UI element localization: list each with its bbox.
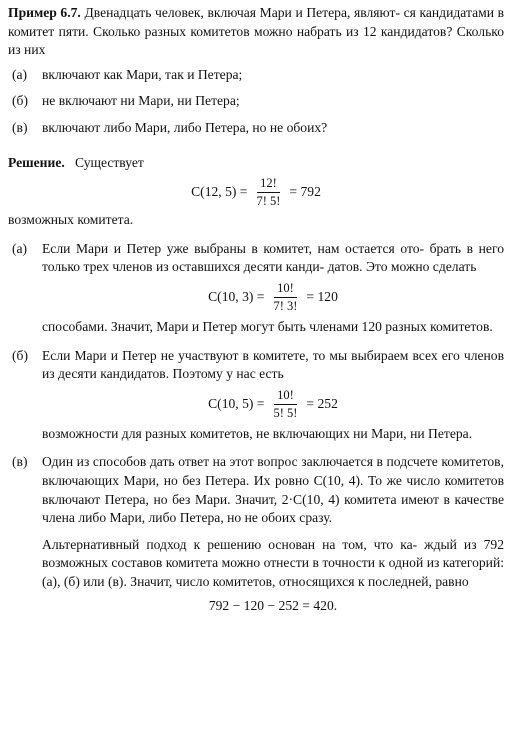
formula-fraction [253, 176, 283, 209]
fraction-denominator: 5! 5! [273, 405, 298, 420]
item-label: (б) [12, 93, 28, 109]
fraction-numerator: 12! [257, 176, 280, 193]
solution-part-a [8, 240, 504, 337]
part-c-text-2: Альтернативный подход к решению основан на том, что ка- ждый из 792 возможных составов комитета можно отнести в точности к одной из категорий: (а), (б) или (в). Значит, число комитетов, относящихся к последней, равно [42, 536, 504, 589]
solution-intro [8, 154, 504, 173]
formula-fraction [270, 281, 300, 314]
formula-rhs: = 252 [306, 395, 338, 411]
fraction-denominator: 7! 3! [273, 298, 298, 313]
example-item-b [8, 92, 504, 111]
example-text: Двенадцать человек, включая Мари и Петера, являют- ся кандидатами в комитет пяти. Сколько разных комитетов можно набрать из 12 кандидатов? Сколько из них [8, 5, 505, 58]
part-a-text-1: Если Мари и Петер уже выбраны в комитет, нам остается ото- брать в него только трех членов из оставшихся десяти канди- датов. Это можно сделать [42, 240, 504, 275]
item-label: (в) [12, 119, 28, 135]
after-formula-text: возможных комитета. [8, 212, 134, 228]
formula-lhs: C(10, 5) = [208, 395, 265, 411]
example-label: Пример 6.7. [8, 5, 81, 20]
solution-part-c [8, 453, 504, 616]
item-text: не включают ни Мари, ни Петера; [42, 93, 240, 109]
part-c-text-1: Один из способов дать ответ на этот вопрос заключается в подсчете комитетов, включающих Мари, но без Петера. Их ровно C(10, 4). То же число комитетов включают Петера, но без Мари. Значит, 2·C(10, 4) комитета имеют в качестве члена либо Мари, либо Петера, но не обоих сразу. [42, 454, 504, 526]
part-label: (в) [12, 454, 28, 470]
part-b-text-1: Если Мари и Петер не участвуют в комитете, то мы выбираем всех его членов из десяти кандидатов. Поэтому у нас есть [42, 347, 504, 382]
formula-c-10-3 [42, 281, 504, 314]
item-text: включают либо Мари, либо Петера, но не обоих? [42, 119, 328, 135]
document-page [8, 4, 504, 616]
formula-c-12-5 [8, 176, 504, 209]
formula-lhs: C(10, 3) = [208, 289, 265, 305]
formula-fraction [270, 388, 300, 421]
example-item-c [8, 119, 504, 138]
fraction-numerator: 10! [274, 388, 297, 405]
part-label: (а) [12, 240, 28, 256]
formula-lhs: C(12, 5) = [191, 184, 248, 200]
fraction-numerator: 10! [274, 281, 297, 298]
fraction-denominator: 7! 5! [256, 194, 281, 209]
part-label: (б) [12, 347, 28, 363]
item-label: (а) [12, 66, 28, 82]
example-paragraph [8, 4, 504, 60]
solution-intro-text: Существует [74, 154, 144, 170]
solution-part-b [8, 347, 504, 444]
example-item-a [8, 66, 504, 85]
formula-rhs: = 792 [289, 184, 321, 200]
solution-label: Решение. [8, 154, 65, 170]
formula-difference: 792 − 120 − 252 = 420. [208, 598, 338, 614]
formula-rhs: = 120 [306, 289, 338, 305]
formula-c-10-5 [42, 388, 504, 421]
item-text: включают как Мари, так и Петера; [42, 66, 243, 82]
part-a-text-2: способами. Значит, Мари и Петер могут быть членами 120 разных комитетов. [42, 318, 493, 334]
part-b-text-2: возможности для разных комитетов, не включающих ни Мари, ни Петера. [42, 425, 473, 441]
